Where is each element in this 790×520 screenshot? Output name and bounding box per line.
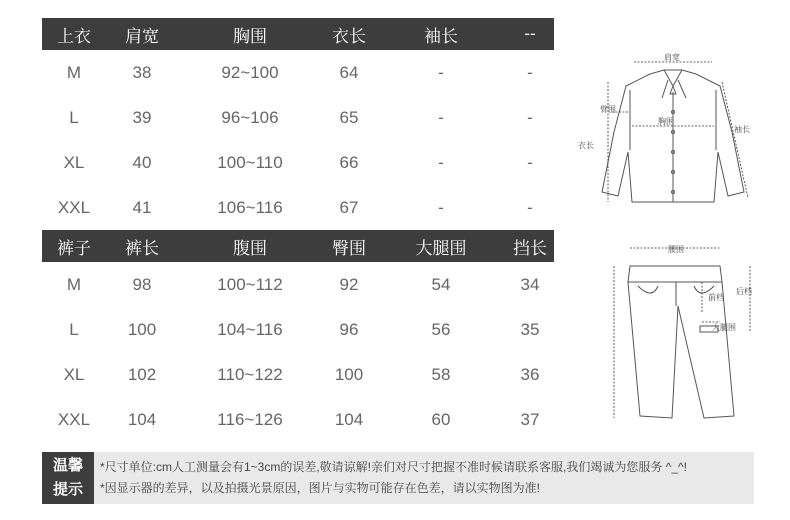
tops-header-cell: 上衣: [57, 26, 91, 46]
shirt-label-length: 衣长: [578, 141, 594, 150]
tops-header-cell: 衣长: [332, 26, 366, 46]
value-cell: 92~100: [221, 62, 279, 82]
value-cell: 110~122: [217, 364, 283, 384]
value-cell: -: [438, 62, 444, 82]
value-cell: -: [527, 62, 533, 82]
pants-header-cell: 挡长: [513, 238, 547, 258]
pants-header-cell: 裤长: [125, 238, 159, 258]
pants-label-waist: 腰围: [668, 245, 684, 254]
pants-size-table: [42, 230, 554, 442]
size-cell: XL: [63, 364, 85, 384]
table-row: [42, 95, 554, 140]
value-cell: 104: [127, 409, 157, 429]
value-cell: 40: [132, 152, 152, 172]
value-cell: 98: [132, 274, 152, 294]
size-cell: M: [66, 62, 82, 82]
size-cell: L: [69, 319, 79, 339]
size-cell: L: [69, 107, 79, 127]
shirt-label-arm: 臂围: [600, 105, 616, 114]
pants-label-thigh: 大腿围: [712, 323, 736, 332]
value-cell: 36: [520, 364, 540, 384]
value-cell: 54: [431, 274, 451, 294]
notice-box: [42, 452, 754, 504]
table-row: [42, 185, 554, 230]
table-row: [42, 307, 554, 352]
value-cell: 58: [431, 364, 451, 384]
pants-label-back-rise: 后档: [736, 287, 752, 296]
pants-header-cell: 腹围: [233, 238, 267, 258]
value-cell: 92: [339, 274, 359, 294]
table-row: [42, 262, 554, 307]
value-cell: 35: [520, 319, 540, 339]
value-cell: 56: [431, 319, 451, 339]
value-cell: 37: [520, 409, 540, 429]
value-cell: 67: [339, 197, 359, 217]
value-cell: 41: [132, 197, 152, 217]
value-cell: 38: [132, 62, 152, 82]
notice-line-2: *因显示器的差异，以及拍摄光景原因，图片与实物可能存在色差，请以实物图为准!: [100, 481, 541, 495]
size-cell: XL: [63, 152, 85, 172]
tops-header-cell: 袖长: [424, 26, 458, 46]
value-cell: -: [438, 152, 444, 172]
size-cell: XXL: [57, 409, 91, 429]
value-cell: 34: [520, 274, 540, 294]
sleeve-line: [722, 82, 748, 198]
pants-outline: [628, 266, 734, 418]
value-cell: 100: [334, 364, 364, 384]
size-cell: M: [66, 274, 82, 294]
pants-label-front-rise: 前档: [708, 293, 724, 302]
tops-size-table: [42, 18, 554, 230]
tops-header-row: [42, 18, 554, 50]
notice-line-1: *尺寸单位:cm人工测量会有1~3cm的误差,敬请谅解!亲们对尺寸把握不准时候请联系客服,我们竭诚为您服务 ^_^!: [100, 460, 687, 474]
value-cell: 106~116: [217, 197, 283, 217]
value-cell: -: [438, 107, 444, 127]
value-cell: 66: [339, 152, 359, 172]
value-cell: 104: [334, 409, 364, 429]
tops-header-cell: --: [524, 24, 536, 43]
pants-measurement-diagram: [590, 236, 775, 426]
value-cell: -: [527, 107, 533, 127]
value-cell: 104~116: [217, 319, 283, 339]
value-cell: 65: [339, 107, 359, 127]
notice-badge-line2: 提示: [52, 481, 83, 498]
value-cell: 116~126: [217, 409, 283, 429]
value-cell: 60: [431, 409, 451, 429]
shirt-measurement-diagram: [572, 52, 777, 212]
notice-badge: [42, 452, 94, 504]
tops-header-cell: 肩宽: [125, 26, 159, 46]
value-cell: 64: [339, 62, 359, 82]
table-row: [42, 140, 554, 185]
notice-badge-line1: 温馨: [52, 457, 83, 474]
notice-body: [94, 452, 754, 504]
shirt-label-chest: 胸围: [658, 117, 674, 126]
table-row: [42, 50, 554, 95]
value-cell: 96: [339, 319, 359, 339]
size-cell: XXL: [57, 197, 91, 217]
table-row: [42, 352, 554, 397]
shirt-collar: [662, 70, 686, 98]
value-cell: 100~112: [217, 274, 283, 294]
value-cell: 96~106: [221, 107, 279, 127]
pants-header-cell: 臀围: [332, 238, 366, 258]
value-cell: 102: [127, 364, 157, 384]
table-row: [42, 397, 554, 442]
pants-header-row: [42, 230, 554, 262]
pants-header-cell: 大腿围: [415, 238, 467, 258]
value-cell: 39: [132, 107, 152, 127]
value-cell: -: [438, 197, 444, 217]
shirt-label-shoulder: 肩宽: [664, 53, 680, 62]
value-cell: 100: [127, 319, 157, 339]
value-cell: -: [527, 197, 533, 217]
shirt-label-sleeve: 袖长: [734, 125, 750, 134]
pants-header-cell: 裤子: [57, 238, 91, 258]
tops-header-cell: 胸围: [233, 26, 267, 46]
value-cell: 100~110: [217, 152, 283, 172]
value-cell: -: [527, 152, 533, 172]
